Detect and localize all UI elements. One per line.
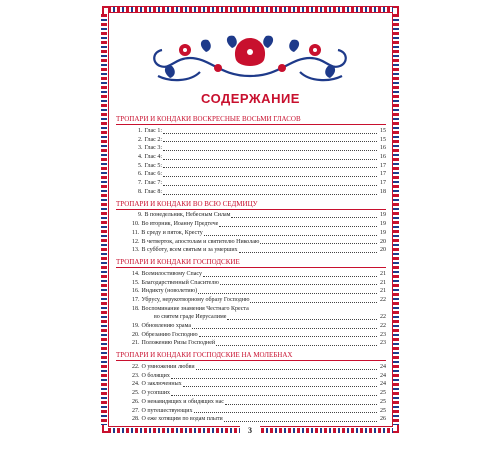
entry-title: во святем граде Иерусалиме: [154, 314, 227, 321]
entry-title: В понедельник, Небесным Силам: [144, 212, 231, 219]
entry-title: Во вторник, Иоанну Предтече: [141, 221, 219, 228]
entry-number: 26.: [132, 398, 140, 405]
entry-title: Глас 4:: [144, 154, 163, 161]
entry-page: 20: [380, 247, 386, 254]
dot-leader: [198, 293, 377, 294]
dot-leader: [250, 302, 377, 303]
dot-leader: [171, 395, 377, 396]
entry-number: 19.: [132, 323, 140, 330]
dot-leader: [225, 404, 377, 405]
border-pattern-right: [393, 14, 399, 425]
entry-title: В субботу, всем святым и за умерших: [141, 247, 238, 254]
dot-leader: [239, 252, 377, 253]
entry-number: 7.: [138, 180, 143, 187]
entry-page: 25: [380, 407, 386, 414]
entry-page: 16: [380, 145, 386, 152]
toc-entry[interactable]: [116, 246, 386, 255]
entry-page: 19: [380, 221, 386, 228]
entry-number: 25.: [132, 390, 140, 397]
section-heading: ТРОПАРИ И КОНДАКИ ГОСПОДСКИЕ: [116, 258, 386, 268]
entry-title: Индикту (новолетию): [141, 288, 198, 295]
entry-page: 17: [380, 171, 386, 178]
entry-page: 21: [380, 270, 386, 277]
toc-entry[interactable]: [116, 179, 386, 188]
entry-number: 27.: [132, 407, 140, 414]
entry-page: 20: [380, 238, 386, 245]
entry-page: 19: [380, 229, 386, 236]
entry-title: О болящих: [141, 372, 170, 379]
dot-leader: [163, 176, 377, 177]
toc-entry[interactable]: [116, 136, 386, 145]
entry-number: 1.: [138, 127, 143, 134]
entry-title: О путешествующих: [141, 407, 193, 414]
entry-number: 6.: [138, 171, 143, 178]
section-heading: ТРОПАРИ И КОНДАКИ ВОСКРЕСНЫЕ ВОСЬМИ ГЛАСОВ: [116, 115, 386, 125]
toc-entry[interactable]: [116, 305, 386, 314]
toc-entry[interactable]: [116, 389, 386, 398]
entry-page: 26: [380, 416, 386, 423]
section-heading: ТРОПАРИ И КОНДАКИ ГОСПОДСКИЕ НА МОЛЕБНАХ: [116, 351, 386, 361]
dot-leader: [163, 150, 377, 151]
dot-leader: [199, 336, 377, 337]
entry-number: 11.: [132, 229, 140, 236]
entry-page: 24: [380, 381, 386, 388]
toc-entry[interactable]: [116, 212, 386, 221]
entry-title: О ненавидящих и обидящих нас: [141, 398, 224, 405]
dot-leader: [163, 133, 377, 134]
entry-number: 8.: [138, 188, 143, 195]
entry-number: 16.: [132, 288, 140, 295]
toc-entry[interactable]: [116, 162, 386, 171]
dot-leader: [220, 284, 377, 285]
dot-leader: [163, 185, 377, 186]
entry-page: 24: [380, 364, 386, 371]
entry-title: Убрусу, нерукотворному образу Господню: [141, 296, 250, 303]
toc-entry[interactable]: [116, 407, 386, 416]
entry-number: 10.: [132, 221, 140, 228]
entry-number: 24.: [132, 381, 140, 388]
entry-title: В среду и пяток, Кресту: [141, 229, 203, 236]
toc-entry[interactable]: [116, 372, 386, 381]
page-title: СОДЕРЖАНИЕ: [201, 91, 300, 106]
entry-number: 23.: [132, 372, 140, 379]
dot-leader: [192, 328, 377, 329]
toc-entry[interactable]: [116, 296, 386, 305]
entry-page: 15: [380, 136, 386, 143]
dot-leader: [196, 369, 377, 370]
dot-leader: [163, 141, 377, 142]
entry-title: Глас 3:: [144, 145, 163, 152]
entry-title: Глас 1:: [144, 127, 163, 134]
entry-page: 25: [380, 390, 386, 397]
dot-leader: [163, 194, 377, 195]
entry-number: 21.: [132, 340, 140, 347]
entry-page: 16: [380, 154, 386, 161]
entry-page: 18: [380, 188, 386, 195]
toc-entry[interactable]: [116, 229, 386, 238]
entry-number: 2.: [138, 136, 143, 143]
entry-page: 17: [380, 162, 386, 169]
entry-page: 23: [380, 331, 386, 338]
toc-entry[interactable]: [116, 322, 386, 331]
entry-title: Положению Ризы Господней: [141, 340, 216, 347]
table-of-contents: [116, 115, 386, 424]
entry-title: О еже хотящим по водам плыти: [141, 416, 223, 423]
toc-entry[interactable]: [116, 127, 386, 136]
toc-entry[interactable]: [116, 339, 386, 348]
toc-entry[interactable]: [116, 331, 386, 340]
entry-number: 3.: [138, 145, 143, 152]
entry-number: 12.: [132, 238, 140, 245]
entry-page: 19: [380, 212, 386, 219]
entry-number: 14.: [132, 270, 140, 277]
entry-page: 22: [380, 296, 386, 303]
toc-entry[interactable]: [116, 287, 386, 296]
entry-page: 17: [380, 180, 386, 187]
entry-page: 25: [380, 398, 386, 405]
dot-leader: [227, 319, 377, 320]
entry-page: 15: [380, 127, 386, 134]
entry-number: 20.: [132, 331, 140, 338]
entry-page: 21: [380, 279, 386, 286]
entry-number: 9.: [138, 212, 143, 219]
entry-number: 15.: [132, 279, 140, 286]
entry-page: 24: [380, 372, 386, 379]
entry-page: 22: [380, 314, 386, 321]
toc-entry[interactable]: [116, 220, 386, 229]
toc-entry[interactable]: [116, 144, 386, 153]
entry-title: О усопших: [141, 390, 171, 397]
dot-leader: [216, 345, 377, 346]
dot-leader: [224, 421, 377, 422]
toc-entry[interactable]: [116, 238, 386, 247]
entry-page: 22: [380, 323, 386, 330]
dot-leader: [260, 243, 377, 244]
dot-leader: [171, 378, 377, 379]
entry-number: 13.: [132, 247, 140, 254]
entry-number: 5.: [138, 162, 143, 169]
toc-entry[interactable]: [116, 398, 386, 407]
entry-title: Глас 7:: [144, 180, 163, 187]
entry-number: 28.: [132, 416, 140, 423]
entry-title: О заключенных: [141, 381, 182, 388]
toc-entry[interactable]: [116, 363, 386, 372]
toc-entry[interactable]: [116, 279, 386, 288]
border-pattern-left: [101, 14, 107, 425]
entry-number: 4.: [138, 154, 143, 161]
section-heading: ТРОПАРИ И КОНДАКИ ВО ВСЮ СЕДМИЦУ: [116, 200, 386, 210]
entry-page: 21: [380, 288, 386, 295]
dot-leader: [203, 276, 377, 277]
entry-title: Обрезанию Господню: [141, 331, 198, 338]
entry-title: Благодарственный Спасителю: [141, 279, 219, 286]
entry-title: О умножении любви: [141, 364, 195, 371]
toc-entry[interactable]: [116, 270, 386, 279]
page-number: 3: [240, 426, 260, 435]
entry-title: Глас 5:: [144, 162, 163, 169]
toc-entry[interactable]: [116, 153, 386, 162]
entry-title: Глас 6:: [144, 171, 163, 178]
toc-entry[interactable]: [116, 170, 386, 179]
toc-entry[interactable]: [116, 381, 386, 390]
entry-title: Всемилостивому Спасу: [141, 270, 202, 277]
entry-title: Глас 2:: [144, 136, 163, 143]
toc-entry[interactable]: [116, 415, 386, 424]
dot-leader: [163, 159, 377, 160]
entry-title: В четверток, апостолам и святителю Николаю: [141, 238, 260, 245]
dot-leader: [183, 386, 377, 387]
entry-title: Обновлению храма: [141, 323, 191, 330]
dot-leader: [194, 412, 378, 413]
entry-title: Воспоминание знамения Честнаго Креста: [141, 305, 249, 312]
toc-entry[interactable]: [116, 313, 386, 322]
dot-leader: [219, 226, 377, 227]
entry-number: 18.: [132, 305, 140, 312]
entry-page: 23: [380, 340, 386, 347]
dot-leader: [231, 217, 377, 218]
dot-leader: [163, 167, 377, 168]
entry-title: Глас 8:: [144, 188, 163, 195]
entry-number: 17.: [132, 296, 140, 303]
floral-ornament: [140, 28, 360, 86]
toc-entry[interactable]: [116, 188, 386, 197]
entry-number: 22.: [132, 364, 140, 371]
dot-leader: [204, 235, 377, 236]
